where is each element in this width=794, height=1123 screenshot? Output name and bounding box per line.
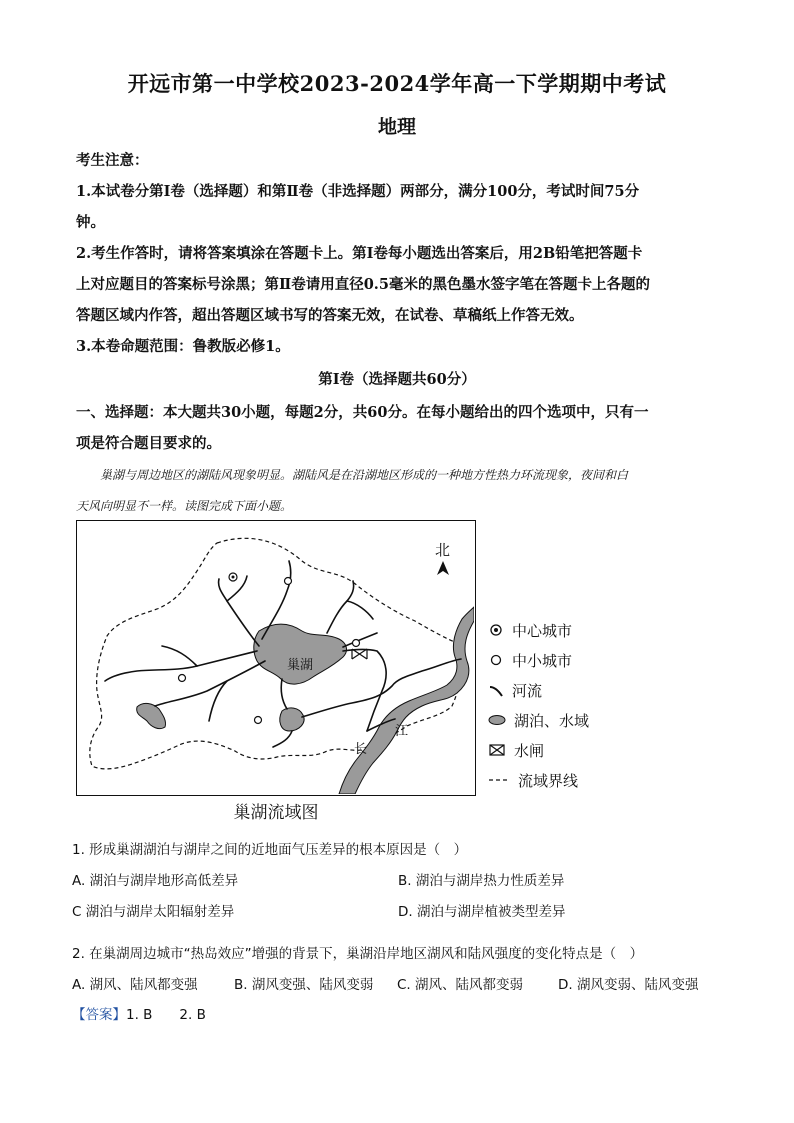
lake-icon [488,712,506,728]
chaohu-lake [254,624,347,684]
question-1-option-d[interactable]: D. 湖泊与湖岸植被类型差异 [398,904,566,920]
answer-text: 1. B 2. B [126,1007,206,1023]
small-lake [280,708,304,731]
boundary-icon [488,772,510,788]
legend-lake [488,708,589,732]
legend-boundary [488,768,578,792]
central-city-icon [488,622,504,638]
map-caption: 巢湖流域图 [233,803,319,823]
legend-label: 湖泊、水域 [514,711,590,730]
notice-item-1-line-1: 1.本试卷分第Ⅰ卷（选择题）和第Ⅱ卷（非选择题）两部分，满分100分，考试时间75分 [76,183,640,200]
question-1-option-a[interactable]: A. 湖泊与湖岸地形高低差异 [72,873,239,889]
notice-item-3: 3.本卷命题范围：鲁教版必修1。 [76,338,290,355]
answer-tag: 【答案】 [72,1007,126,1023]
sluice-icon [488,742,506,758]
river-label-jiang: 江 [395,724,409,739]
question-1-option-c[interactable]: C 湖泊与湖岸太阳辐射差异 [72,904,235,920]
legend-label: 河流 [512,681,543,700]
river-icon [488,682,504,698]
question-2-stem: 2. 在巢湖周边城市“热岛效应”增强的背景下，巢湖沿岸地区湖风和陆风强度的变化特点是（ ） [72,946,644,962]
question-2-option-b[interactable]: B. 湖风变强、陆风变弱 [234,977,374,993]
question-2-option-d[interactable]: D. 湖风变弱、陆风变强 [558,977,699,993]
notice-item-2-line-2: 上对应题目的答案标号涂黑；第Ⅱ卷请用直径0.5毫米的黑色墨水签字笔在答题卡上各题的 [76,276,650,293]
legend-river [488,678,542,702]
intro-line-2: 天风向明显不一样。读图完成下面小题。 [76,499,293,513]
legend-label: 流域界线 [518,771,579,790]
section-title: 第Ⅰ卷（选择题共60分） [318,371,476,388]
notice-heading: 考生注意： [76,152,149,169]
small-city-icon [488,652,504,668]
lake-label: 巢湖 [287,658,314,673]
legend-label: 中心城市 [512,621,573,640]
answer-line [72,1003,206,1023]
instructions [76,397,726,459]
legend-label: 水闸 [514,741,545,760]
map-drawing [77,521,474,794]
instructions-line-2: 项是符合题目要求的。 [76,435,221,452]
legend-label: 中小城市 [512,651,573,670]
north-arrow-icon [437,561,449,575]
legend-central-city [488,618,572,642]
passage-intro [76,460,726,522]
legend-small-city [488,648,572,672]
chaohu-basin-map [76,520,476,796]
notice-item-2-line-3: 答题区域内作答，超出答题区域书写的答案无效，在试卷、草稿纸上作答无效。 [76,307,584,324]
notice-item-2-line-1: 2.考生作答时，请将答案填涂在答题卡上。第Ⅰ卷每小题选出答案后，用2B铅笔把答题卡 [76,245,643,262]
central-city-marker [229,573,237,581]
exam-subject: 地理 [377,116,416,138]
legend-sluice [488,738,544,762]
yangtze-river [339,607,474,794]
small-lake-west [137,703,166,728]
instructions-line-1: 一、选择题：本大题共30小题，每题2分，共60分。在每小题给出的四个选项中，只有一 [76,404,649,421]
question-2-option-a[interactable]: A. 湖风、陆风都变强 [72,977,198,993]
north-label: 北 [435,541,451,559]
exam-title: 开远市第一中学校2023-2024学年高一下学期期中考试 [127,71,667,96]
question-1-stem: 1. 形成巢湖湖泊与湖岸之间的近地面气压差异的根本原因是（ ） [72,842,468,858]
question-1-option-b[interactable]: B. 湖泊与湖岸热力性质差异 [398,873,565,889]
intro-line-1: 巢湖与周边地区的湖陆风现象明显。湖陆风是在沿湖地区形成的一种地方性热力环流现象，夜间和白 [100,468,629,482]
question-2-option-c[interactable]: C. 湖风、陆风都变弱 [397,977,524,993]
river-label-chang: 长 [354,742,368,757]
notice-item-1-line-2: 钟。 [76,214,105,231]
sluice-marker [352,649,367,659]
